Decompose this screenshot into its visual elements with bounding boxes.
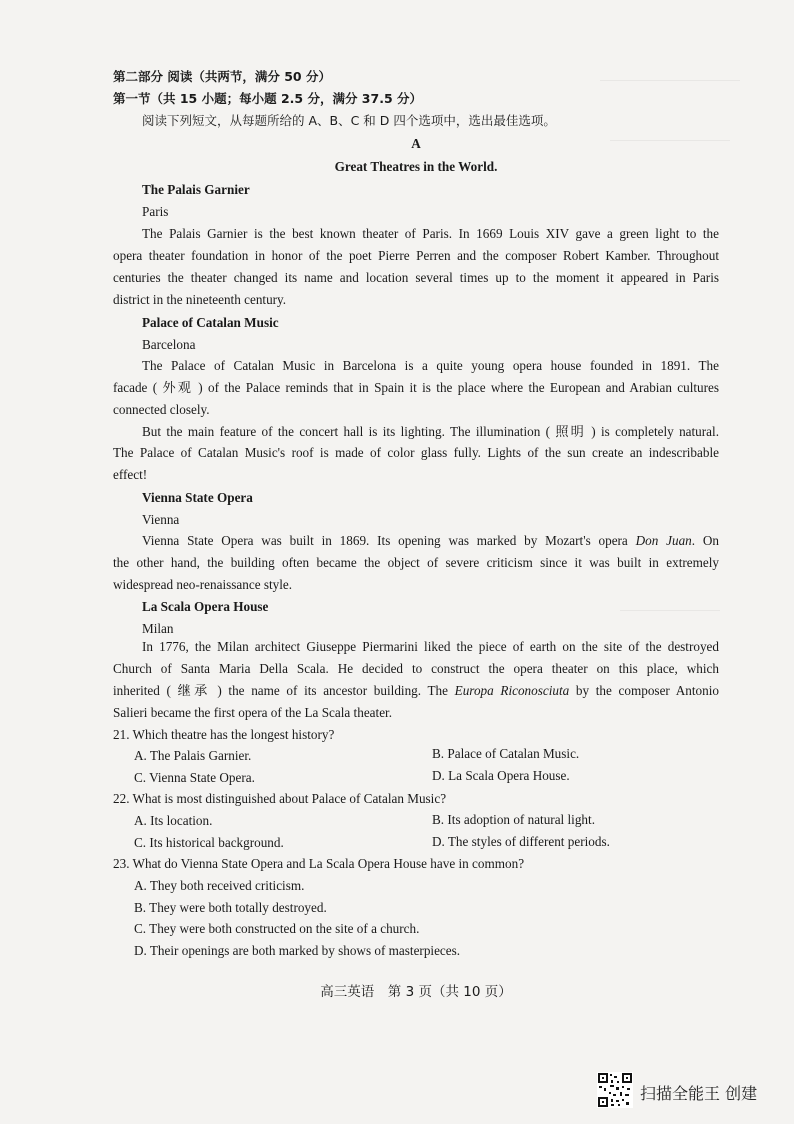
answer-option[interactable]: A. The Palais Garnier.	[134, 748, 252, 763]
theatre-city: Barcelona	[142, 337, 196, 352]
answer-option[interactable]: C. Vienna State Opera.	[134, 770, 255, 785]
passage-letter: A	[411, 136, 421, 151]
instruction: 阅读下列短文，从每题所给的 A、B、C 和 D 四个选项中，选出最佳选项。	[142, 113, 556, 128]
paragraph-line: widespread neo-renaissance style.	[113, 577, 293, 592]
paragraph-line	[113, 681, 719, 701]
question-stem: 22. What is most distinguished about Palace of Catalan Music?	[113, 791, 447, 806]
paragraph-line: the other hand, the building often became the object of severe criticism since it was built in extremely	[113, 555, 719, 570]
scanner-watermark: 扫描全能王 创建	[640, 1084, 758, 1103]
paragraph-line: The Palace of Catalan Music in Barcelona is a quite young opera house founded in 1891. The	[142, 358, 719, 373]
answer-option[interactable]: B. Its adoption of natural light.	[432, 812, 595, 827]
text-run: Vienna State Opera was built in 1869. Its opening was marked by Mozart's opera	[142, 533, 636, 548]
answer-option[interactable]: C. They were both constructed on the site of a church.	[134, 921, 420, 936]
bleed-through-mark	[620, 610, 720, 611]
theatre-city: Vienna	[142, 512, 180, 527]
answer-option[interactable]: C. Its historical background.	[134, 835, 284, 850]
question-stem: 21. Which theatre has the longest history?	[113, 727, 335, 742]
theatre-name: Palace of Catalan Music	[142, 315, 279, 330]
page-footer: 高三英语 第 3 页（共 10 页）	[320, 984, 512, 1000]
answer-option[interactable]: D. The styles of different periods.	[432, 834, 610, 849]
paragraph-line: effect!	[113, 467, 148, 482]
paragraph-line: Church of Santa Maria Della Scala. He decided to construct the opera theater on this place, which	[113, 661, 719, 676]
answer-option[interactable]: D. La Scala Opera House.	[432, 768, 570, 783]
answer-option[interactable]: A. Its location.	[134, 813, 213, 828]
bleed-through-mark	[600, 80, 740, 81]
theatre-name: La Scala Opera House	[142, 599, 269, 614]
theatre-name: The Palais Garnier	[142, 182, 250, 197]
passage-title: Great Theatres in the World.	[334, 159, 498, 174]
paragraph-line: Salieri became the first opera of the La Scala theater.	[113, 705, 393, 720]
opera-title: Don Juan	[635, 533, 692, 548]
paragraph-line: opera theater foundation in honor of the poet Pierre Perren and the composer Robert Kamber. Throughout	[113, 248, 719, 263]
paragraph-line: The Palais Garnier is the best known theater of Paris. In 1669 Louis XIV gave a green light to the	[142, 226, 719, 241]
answer-option[interactable]: B. Palace of Catalan Music.	[432, 746, 580, 761]
paragraph-line: The Palace of Catalan Music's roof is made of color glass fully. Lights of the sun create an indescribable	[113, 445, 719, 460]
answer-option[interactable]: D. Their openings are both marked by shows of masterpieces.	[134, 943, 461, 958]
paragraph-line: district in the nineteenth century.	[113, 292, 287, 307]
part-heading: 第二部分 阅读（共两节，满分 50 分）	[113, 69, 331, 84]
theatre-name: Vienna State Opera	[142, 490, 253, 505]
paragraph-line	[142, 531, 719, 551]
answer-option[interactable]: A. They both received criticism.	[134, 878, 305, 893]
paragraph-line: centuries the theater changed its name and location several times up to the moment it appeared in Paris	[113, 270, 719, 285]
paragraph-line: facade ( 外观 ) of the Palace reminds that in Spain it is the place where the European and Arabian cultures	[113, 380, 719, 395]
theatre-city: Milan	[142, 621, 174, 636]
paragraph-line: connected closely.	[113, 402, 210, 417]
text-run: by the composer Antonio	[569, 683, 719, 698]
paragraph-line: But the main feature of the concert hall is its lighting. The illumination ( 照明 ) is completely natural.	[142, 424, 719, 439]
question-stem: 23. What do Vienna State Opera and La Scala Opera House have in common?	[113, 856, 525, 871]
section-heading: 第一节（共 15 小题；每小题 2.5 分，满分 37.5 分）	[113, 91, 422, 106]
text-run: inherited ( 继承 ) the name of its ancestor building. The	[113, 683, 455, 698]
paragraph-line: In 1776, the Milan architect Giuseppe Piermarini liked the piece of earth on the site of the destroyed	[142, 639, 719, 654]
text-run: . On	[691, 533, 719, 548]
qr-code-icon	[597, 1072, 633, 1108]
theatre-city: Paris	[142, 204, 169, 219]
opera-title: Europa Riconosciuta	[454, 683, 570, 698]
answer-option[interactable]: B. They were both totally destroyed.	[134, 900, 327, 915]
